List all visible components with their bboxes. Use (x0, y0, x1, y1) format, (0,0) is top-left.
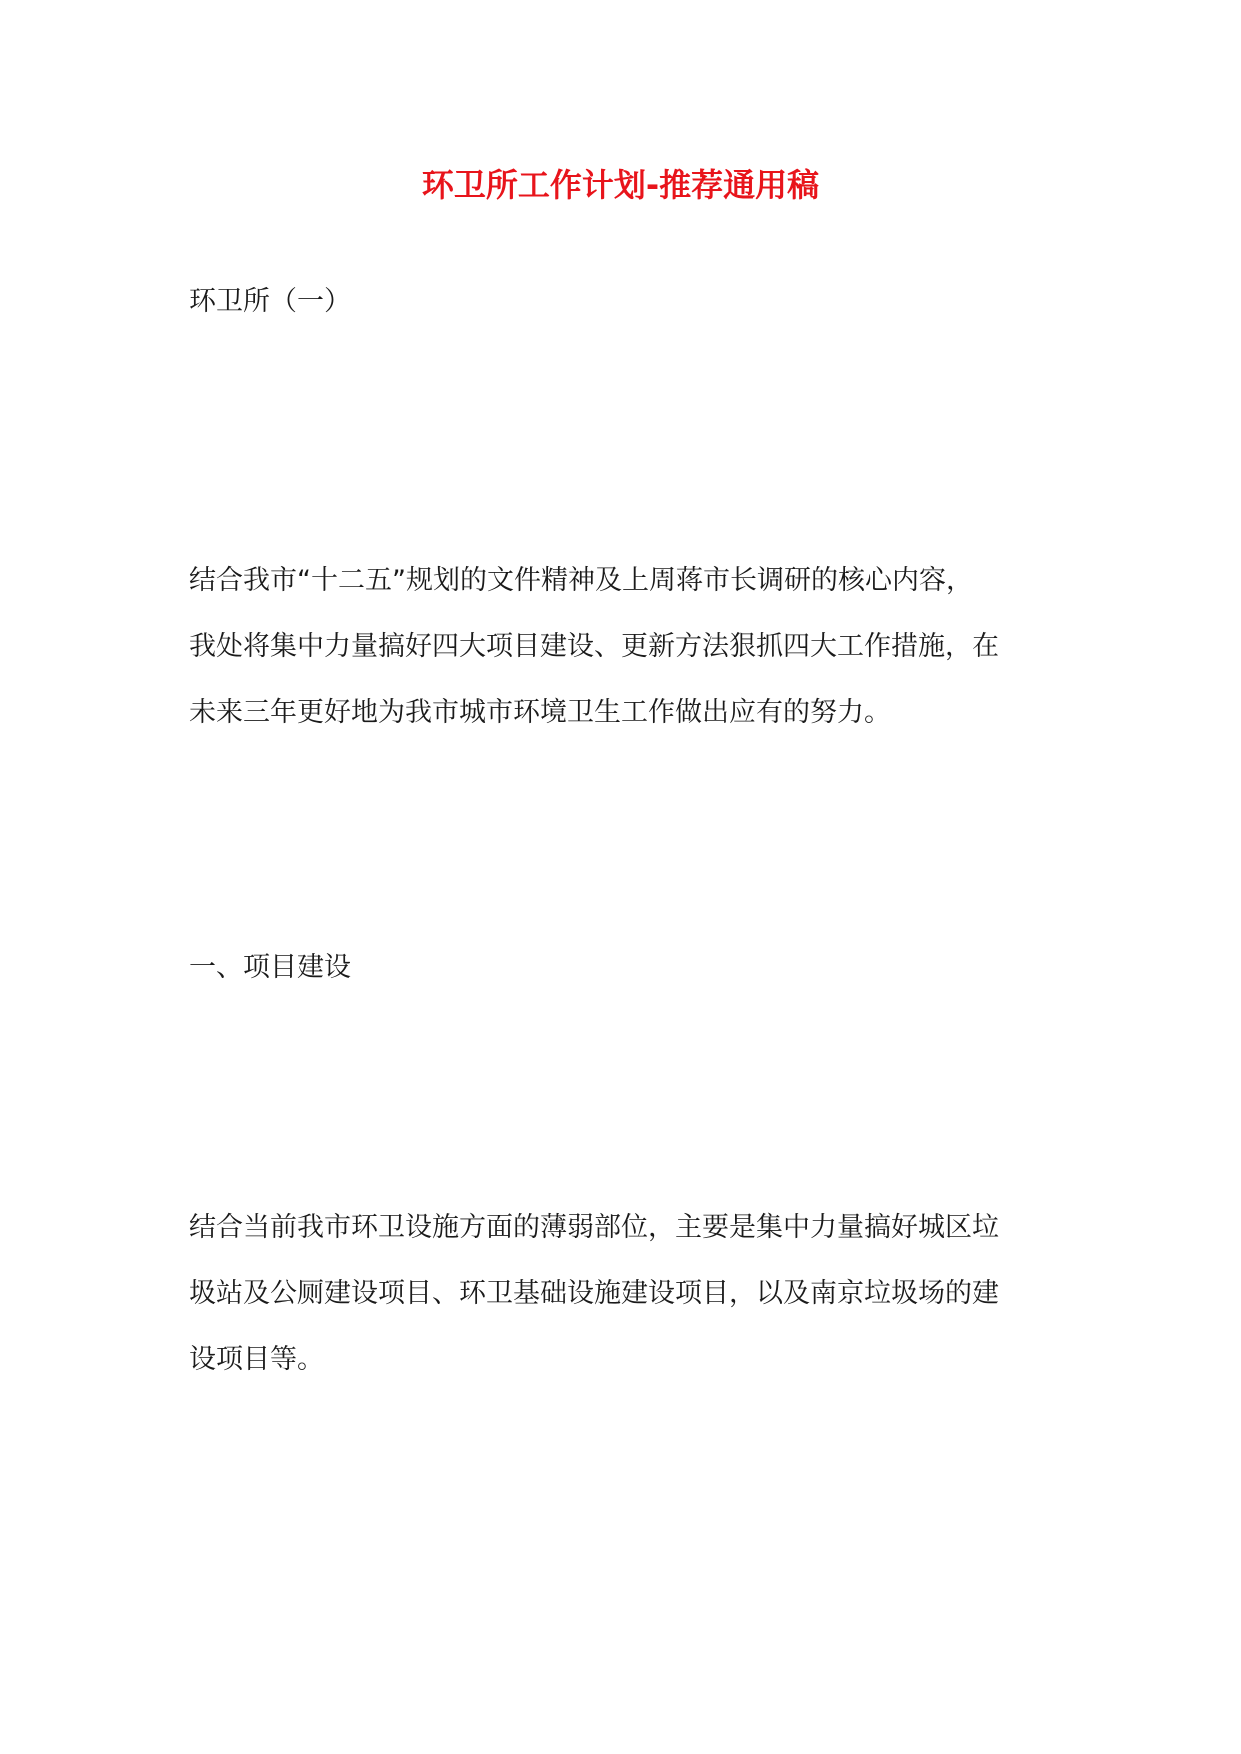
document-title: 环卫所工作计划-推荐通用稿 (421, 166, 820, 204)
paragraph-subheading (189, 948, 1089, 988)
text-line: 结合当前我市环卫设施方面的薄弱部位，主要是集中力量搞好城区垃 (189, 1212, 999, 1243)
text-line: 未来三年更好地为我市城市环境卫生工作做出应有的努力。 (189, 697, 891, 728)
paragraph-project-details (189, 1195, 1089, 1393)
paragraph-intro (189, 548, 1089, 746)
text-line: 结合我市“十二五”规划的文件精神及上周蒋市长调研的核心内容， (189, 565, 973, 596)
text-line: 环卫所（一） (189, 286, 351, 317)
text-line: 圾站及公厕建设项目、环卫基础设施建设项目，以及南京垃圾场的建 (189, 1278, 999, 1309)
text-line: 一、项目建设 (189, 952, 351, 983)
text-line: 设项目等。 (189, 1344, 324, 1375)
text-line: 我处将集中力量搞好四大项目建设、更新方法狠抓四大工作措施，在 (189, 631, 999, 662)
paragraph-section-heading (189, 282, 1089, 322)
